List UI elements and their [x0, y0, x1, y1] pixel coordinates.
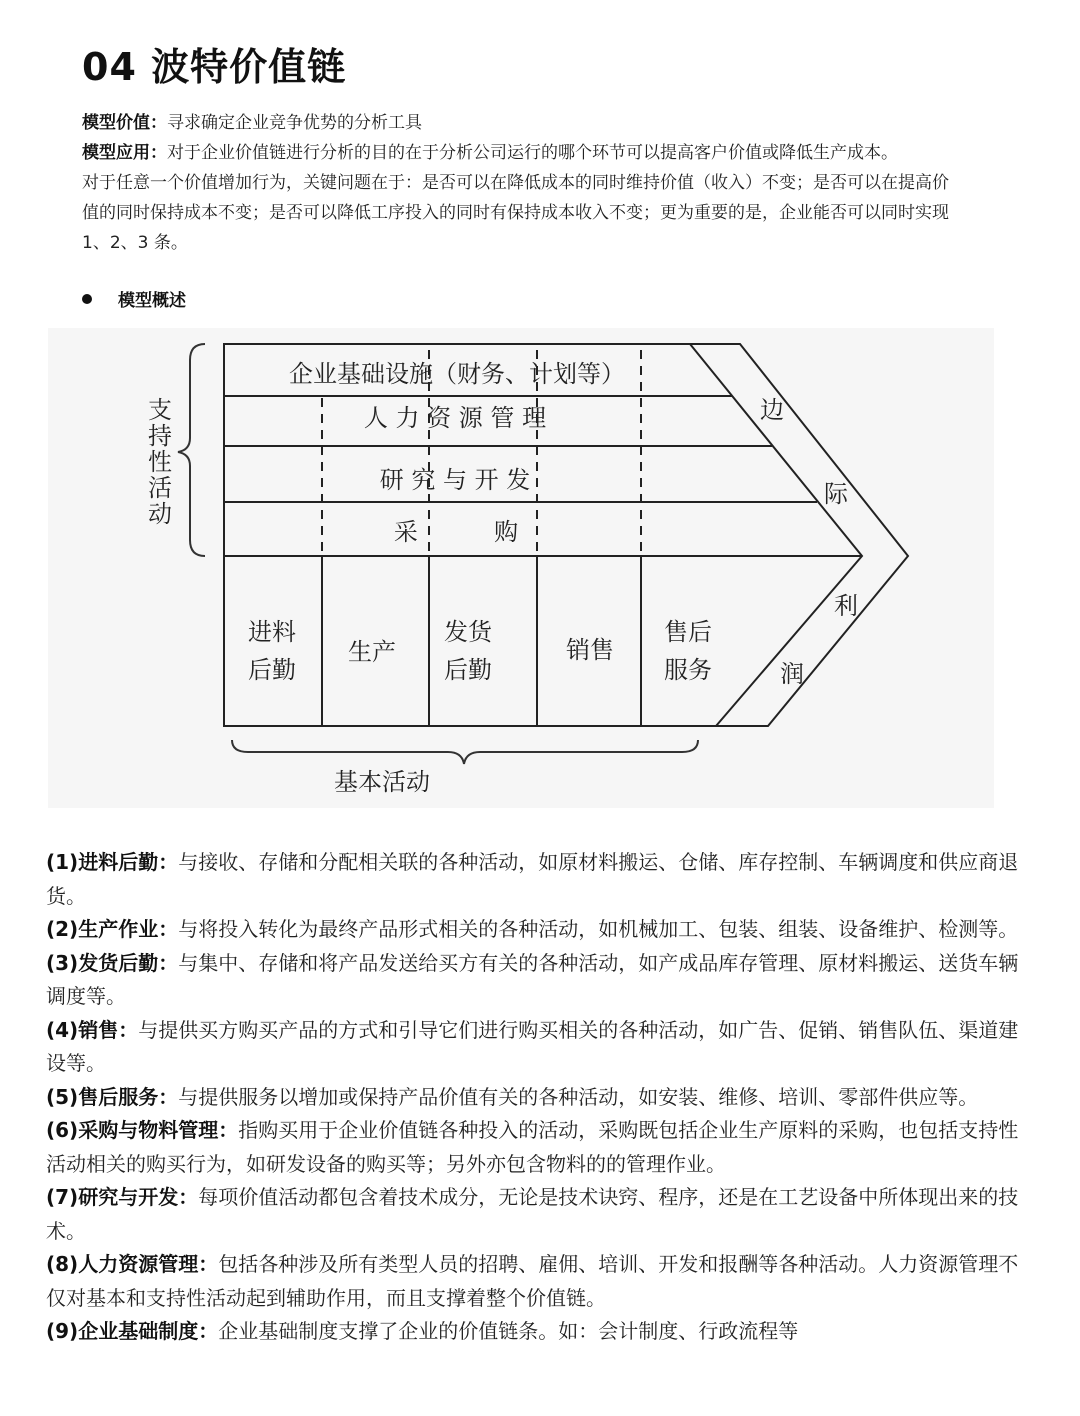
margin-char: 际 — [824, 480, 848, 508]
support-row-infrastructure: 企业基础设施（财务、计划等） — [289, 360, 625, 388]
primary-cell-inbound-1: 进料 — [248, 618, 296, 646]
model-value-label: 模型价值： — [82, 113, 167, 133]
definition-text: 指购买用于企业价值链各种投入的活动，采购既包括企业生产原料的采购，也包括支持性活动相关的购买行为，如研发设备的购买等；另外亦包含物料的的管理作业。 — [46, 1118, 1019, 1176]
definition-label: (7)研究与开发： — [46, 1185, 199, 1209]
primary-cell-service-1: 售后 — [664, 618, 712, 646]
margin-char: 利 — [834, 592, 858, 620]
definition-item — [46, 913, 1030, 947]
definition-text: 与提供买方购买产品的方式和引导它们进行购买相关的各种活动，如广告、促销、销售队伍、渠道建设等。 — [46, 1017, 1019, 1075]
support-row-rnd: 研 究 与 开 发 — [379, 466, 531, 494]
definition-label: (3)发货后勤： — [46, 950, 179, 975]
definition-label: (4)销售： — [46, 1017, 139, 1042]
support-label-char: 支 — [148, 396, 172, 424]
definition-text: 包括各种涉及所有类型人员的招聘、雇佣、培训、开发和报酬等各种活动。人力资源管理不仅对基本和支持性活动起到辅助作用，而且支撑着整个价值链。 — [46, 1252, 1019, 1310]
definition-item — [46, 1181, 1030, 1248]
support-label-char: 性 — [148, 448, 172, 476]
definition-text: 与提供服务以增加或保持产品价值有关的各种活动，如安装、维修、培训、零部件供应等。 — [178, 1084, 979, 1109]
definition-label: (9)企业基础制度： — [46, 1319, 219, 1343]
support-label-char: 持 — [148, 422, 172, 450]
model-value-text: 寻求确定企业竞争优势的分析工具 — [167, 113, 422, 133]
definition-item — [46, 1114, 1030, 1181]
intro-paragraph: 对于任意一个价值增加行为，关键问题在于：是否可以在降低成本的同时维持价值（收入）不变；是否可以在提高价值的同时保持成本不变；是否可以降低工序投入的同时有保持成本收入不变；更为重要的是，企业能否可以同时实现 1、2、3 条。 — [82, 173, 949, 253]
definition-label: (6)采购与物料管理： — [46, 1118, 239, 1142]
page-title: 04 波特价值链 — [82, 45, 347, 89]
support-row-hr: 人 力 资 源 管 理 — [363, 404, 547, 432]
definition-label: (1)进料后勤： — [46, 850, 179, 874]
primary-cell-operations: 生产 — [348, 638, 396, 666]
support-label-char: 活 — [148, 474, 172, 502]
support-label-char: 动 — [148, 500, 172, 528]
definition-text: 与接收、存储和分配相关联的各种活动，如原材料搬运、仓储、库存控制、车辆调度和供应商退货。 — [46, 850, 1019, 908]
definition-item — [46, 1315, 1030, 1349]
primary-cell-sales: 销售 — [566, 636, 614, 664]
definition-label: (8)人力资源管理： — [46, 1252, 219, 1276]
definition-item — [46, 947, 1030, 1014]
definition-text: 每项价值活动都包含着技术成分，无论是技术诀窍、程序，还是在工艺设备中所体现出来的技术。 — [46, 1185, 1019, 1243]
definition-item — [46, 1014, 1030, 1081]
model-application-text: 对于企业价值链进行分析的目的在于分析公司运行的哪个环节可以提高客户价值或降低生产成本。 — [167, 143, 898, 163]
definition-label: (5)售后服务： — [46, 1084, 179, 1109]
definitions-list — [46, 846, 1030, 1349]
model-application-label: 模型应用： — [82, 143, 167, 163]
definition-label: (2)生产作业： — [46, 917, 179, 941]
value-chain-outline — [224, 344, 908, 726]
margin-char: 润 — [780, 660, 804, 688]
primary-activities-label: 基本活动 — [334, 768, 430, 796]
margin-char: 边 — [760, 396, 784, 424]
definition-item — [46, 1081, 1030, 1115]
definition-text: 企业基础制度支撑了企业的价值链条。如：会计制度、行政流程等 — [218, 1319, 799, 1343]
primary-cell-outbound-2: 后勤 — [444, 656, 492, 684]
support-brace — [178, 344, 205, 556]
definition-item — [46, 846, 1030, 913]
definition-text: 与将投入转化为最终产品形式相关的各种活动，如机械加工、包装、组装、设备维护、检测等。 — [178, 917, 1019, 941]
primary-cell-service-2: 服务 — [664, 656, 712, 684]
primary-cell-inbound-2: 后勤 — [248, 656, 296, 684]
definition-text: 与集中、存储和将产品发送给买方有关的各种活动，如产成品库存管理、原材料搬运、送货车辆调度等。 — [46, 950, 1019, 1008]
support-row-procurement: 采 购 — [393, 518, 519, 546]
primary-cell-outbound-1: 发货 — [444, 618, 492, 646]
definition-item — [46, 1248, 1030, 1315]
bullet-text: 模型概述 — [118, 291, 186, 311]
primary-brace — [232, 740, 698, 764]
